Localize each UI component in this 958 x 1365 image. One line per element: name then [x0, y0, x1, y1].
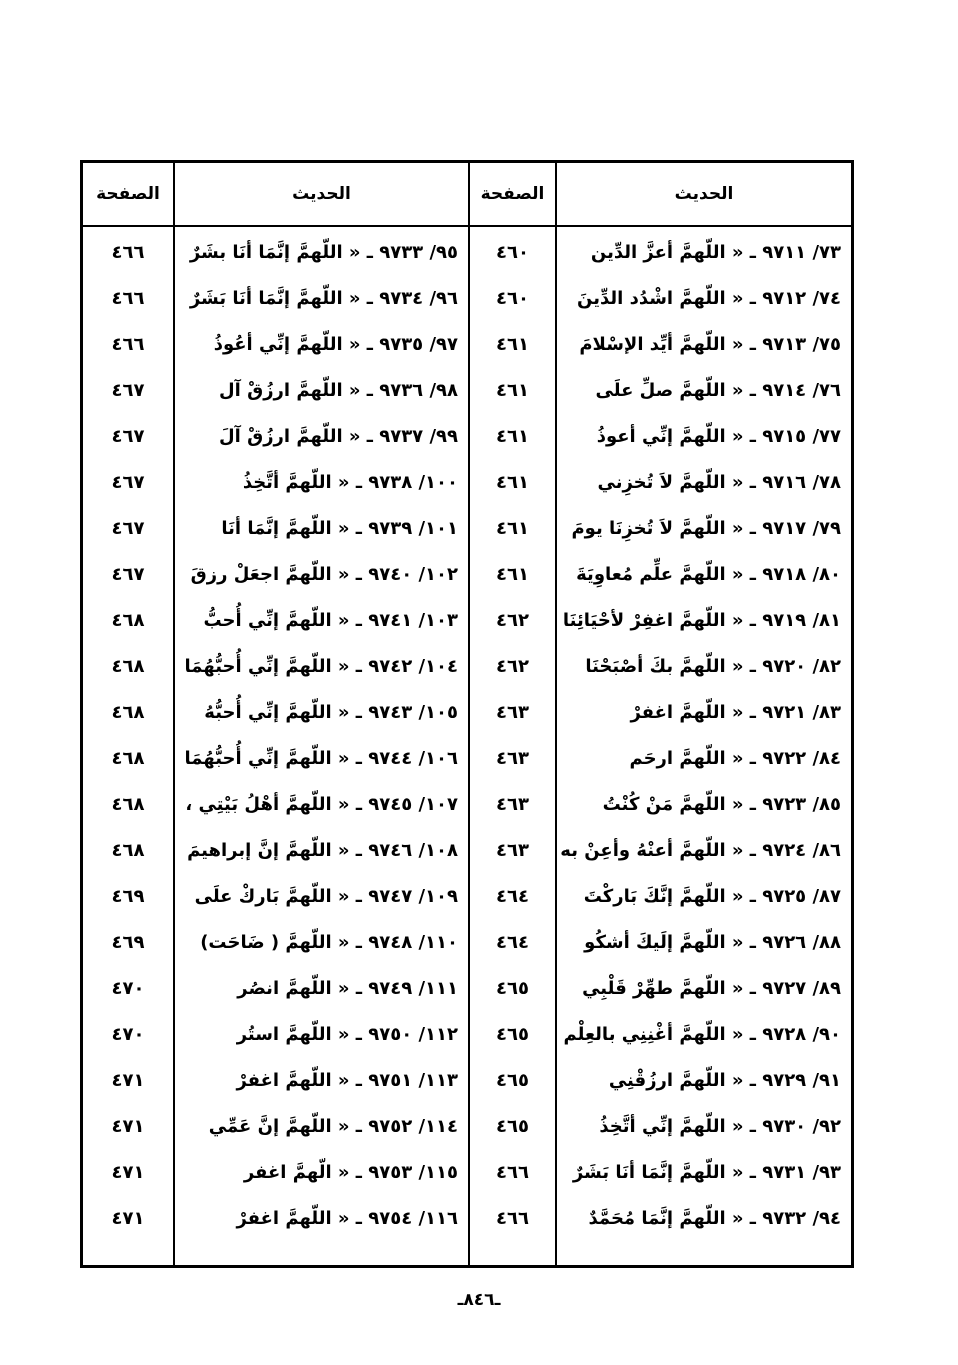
left-hadith-cell: ١١٠/ ٩٧٤٨ ـ « اللّهمَّ ( ضَاحَت)	[200, 931, 458, 953]
left-hadith-cell: ١٠٠/ ٩٧٣٨ ـ « اللّهمَّ أتَّخِذُ	[242, 471, 458, 493]
right-page-cell: ٤٦٠	[496, 287, 529, 309]
right-hadith-cell: ٨١/ ٩٧١٩ ـ « اللّهمَّ اغفِرْ لأحْيَائِنَا	[562, 609, 841, 631]
header-page-left: الصفحة	[96, 184, 160, 204]
table-row	[83, 781, 851, 827]
left-page-cell: ٤٧١	[111, 1069, 145, 1091]
right-page-cell: ٤٦٢	[496, 655, 529, 677]
right-page-cell: ٤٦٤	[496, 931, 529, 953]
table-row	[83, 827, 851, 873]
header-page-right: الصفحة	[480, 184, 545, 204]
right-page-cell: ٤٦١	[496, 379, 529, 401]
right-page-cell: ٤٦٥	[496, 1115, 529, 1137]
right-page-cell: ٤٦١	[496, 333, 529, 355]
index-table	[80, 160, 854, 1268]
header-hadith-left: الحديث	[292, 184, 351, 204]
left-page-cell: ٤٦٧	[111, 471, 145, 493]
table-row	[83, 1149, 851, 1195]
right-page-cell: ٤٦٦	[496, 1161, 529, 1183]
right-hadith-cell: ٩٣/ ٩٧٣١ ـ « اللّهمَّ إنَّمَا أنَا بَشَرٌ	[572, 1161, 841, 1183]
left-page-cell: ٤٦٨	[111, 609, 145, 631]
left-page-cell: ٤٦٦	[111, 287, 145, 309]
left-hadith-cell: ١١٤/ ٩٧٥٢ ـ « اللّهمَّ إنَّ عَمِّي	[208, 1115, 458, 1137]
left-hadith-cell: ١٠٩/ ٩٧٤٧ ـ « اللّهمَّ بَاركْ علَى	[194, 885, 458, 907]
header-hadith-right: الحديث	[674, 184, 734, 204]
left-page-cell: ٤٦٧	[111, 425, 145, 447]
right-page-cell: ٤٦٣	[496, 701, 529, 723]
left-page-cell: ٤٦٦	[111, 333, 145, 355]
table-row	[83, 689, 851, 735]
left-page-cell: ٤٦٩	[111, 885, 145, 907]
table-row	[83, 1103, 851, 1149]
right-page-cell: ٤٦١	[496, 471, 529, 493]
left-hadith-cell: ١١١/ ٩٧٤٩ ـ « اللّهمَّ انصُر	[237, 977, 458, 999]
table-row	[83, 1011, 851, 1057]
left-hadith-cell: ١٠٤/ ٩٧٤٢ ـ « اللّهمَّ إنِّي أُحبُّهُمَا	[184, 655, 458, 677]
left-page-cell: ٤٧١	[111, 1161, 145, 1183]
table-row	[83, 1057, 851, 1103]
right-hadith-cell: ٧٩/ ٩٧١٧ ـ « اللّهمَّ لاَ تُخزِنَا يومَ	[571, 517, 841, 539]
right-hadith-cell: ٨٥/ ٩٧٢٣ ـ « اللّهمَّ مَنْ كُنْتُ	[602, 793, 841, 815]
table-row	[83, 1195, 851, 1241]
table-row	[83, 367, 851, 413]
left-hadith-cell: ١٠٥/ ٩٧٤٣ ـ « اللّهمَّ إنِّي أُحبُّهُ	[204, 701, 458, 723]
right-page-cell: ٤٦١	[496, 517, 529, 539]
table-row	[83, 735, 851, 781]
header-divider	[83, 225, 851, 227]
left-hadith-cell: ١١٢/ ٩٧٥٠ ـ « اللّهمَّ استُر	[236, 1023, 458, 1045]
right-page-cell: ٤٦٣	[496, 747, 529, 769]
left-page-cell: ٤٦٧	[111, 517, 145, 539]
right-hadith-cell: ٩١/ ٩٧٢٩ ـ « اللّهمَّ ارزُقْنِي	[608, 1069, 841, 1091]
left-page-cell: ٤٦٨	[111, 793, 145, 815]
left-page-cell: ٤٦٧	[111, 563, 145, 585]
left-hadith-cell: ١٠٦/ ٩٧٤٤ ـ « اللّهمَّ إنِّي أُحبُّهُمَا	[184, 747, 458, 769]
table-row	[83, 505, 851, 551]
right-hadith-cell: ٧٦/ ٩٧١٤ ـ « اللّهمَّ صلِّ علَى	[595, 379, 841, 401]
right-page-cell: ٤٦٥	[496, 1023, 529, 1045]
table-row	[83, 413, 851, 459]
table-row	[83, 275, 851, 321]
right-page-cell: ٤٦٥	[496, 1069, 529, 1091]
left-hadith-cell: ١١٣/ ٩٧٥١ ـ « اللّهمَّ اغفرْ	[236, 1069, 458, 1091]
left-hadith-cell: ٩٦/ ٩٧٣٤ ـ « اللّهمَّ إنَّمَا أنَا بَشَرٌ	[189, 287, 458, 309]
table-row	[83, 459, 851, 505]
left-hadith-cell: ٩٩/ ٩٧٣٧ ـ « اللّهمَّ ارزُقْ آلَ	[219, 425, 458, 447]
right-hadith-cell: ٨٢/ ٩٧٢٠ ـ « اللّهمَّ بكَ أصْبَحْنَا	[585, 655, 841, 677]
right-hadith-cell: ٨٨/ ٩٧٢٦ ـ « اللّهمَّ إلَيكَ أشكُو	[584, 931, 841, 953]
right-page-cell: ٤٦٢	[496, 609, 529, 631]
right-hadith-cell: ٩٤/ ٩٧٣٢ ـ « اللّهمَّ إنَّمَا مُحَمَّدٌ	[588, 1207, 841, 1229]
right-hadith-cell: ٩٠/ ٩٧٢٨ ـ « اللّهمَّ أغْنِنِي بالعِلْم	[563, 1023, 841, 1045]
right-hadith-cell: ٨٩/ ٩٧٢٧ ـ « اللّهمَّ طهِّرْ قَلْبِي	[582, 977, 841, 999]
right-page-cell: ٤٦١	[496, 563, 529, 585]
right-hadith-cell: ٩٢/ ٩٧٣٠ ـ « اللّهمَّ إنِّي أتَّخِذُ	[599, 1115, 841, 1137]
left-hadith-cell: ١١٦/ ٩٧٥٤ ـ « اللّهمَّ اغفرْ	[236, 1207, 458, 1229]
left-page-cell: ٤٧٠	[111, 977, 145, 999]
right-hadith-cell: ٨٦/ ٩٧٢٤ ـ « اللّهمَّ أعنْهُ وأعِنْ به	[560, 839, 841, 861]
right-hadith-cell: ٧٥/ ٩٧١٣ ـ « اللّهمَّ أيِّد الإسْلامَ	[579, 333, 841, 355]
right-page-cell: ٤٦٣	[496, 839, 529, 861]
right-page-cell: ٤٦١	[496, 425, 529, 447]
left-page-cell: ٤٦٩	[111, 931, 145, 953]
left-page-cell: ٤٦٨	[111, 701, 145, 723]
left-hadith-cell: ١٠٢/ ٩٧٤٠ ـ « اللّهمَّ اجعَلْ رزقَ	[190, 563, 458, 585]
right-hadith-cell: ٨٠/ ٩٧١٨ ـ « اللّهمَّ علِّم مُعاوِيَةَ	[576, 563, 841, 585]
table-row	[83, 551, 851, 597]
left-hadith-cell: ١٠١/ ٩٧٣٩ ـ « اللّهمَّ إنَّمَا أنَا	[221, 517, 458, 539]
table-row	[83, 965, 851, 1011]
left-hadith-cell: ١٠٧/ ٩٧٤٥ ـ « اللّهمَّ أهْلُ بَيْتِي ،	[185, 793, 458, 815]
right-hadith-cell: ٨٤/ ٩٧٢٢ ـ « اللّهمَّ ارحَم	[629, 747, 841, 769]
left-page-cell: ٤٦٨	[111, 839, 145, 861]
page-number: ـ٨٤٦ـ	[457, 1290, 501, 1310]
right-hadith-cell: ٧٨/ ٩٧١٦ ـ « اللّهمَّ لاَ تُخزِني	[597, 471, 841, 493]
left-hadith-cell: ١١٥/ ٩٧٥٣ ـ « الّهمَّ اغفر	[243, 1161, 458, 1183]
right-hadith-cell: ٨٣/ ٩٧٢١ ـ « اللّهمَّ اغفرْ	[630, 701, 841, 723]
right-hadith-cell: ٧٤/ ٩٧١٢ ـ « اللّهمَّ اشْدُد الدِّينَ	[577, 287, 841, 309]
left-hadith-cell: ١٠٨/ ٩٧٤٦ ـ « اللّهمَّ إنَّ إبراهيمَ	[187, 839, 458, 861]
right-page-cell: ٤٦٥	[496, 977, 529, 999]
right-hadith-cell: ٧٣/ ٩٧١١ ـ « اللّهمَّ أعزَّ الدِّين	[590, 241, 841, 263]
left-page-cell: ٤٦٨	[111, 655, 145, 677]
left-page-cell: ٤٧٠	[111, 1023, 145, 1045]
right-page-cell: ٤٦٠	[496, 241, 529, 263]
left-page-cell: ٤٦٨	[111, 747, 145, 769]
left-page-cell: ٤٧١	[111, 1207, 145, 1229]
table-row	[83, 229, 851, 275]
right-page-cell: ٤٦٦	[496, 1207, 529, 1229]
table-row	[83, 919, 851, 965]
right-hadith-cell: ٨٧/ ٩٧٢٥ ـ « اللّهمَّ إنَّكَ بَاركْتَ	[583, 885, 841, 907]
left-hadith-cell: ٩٥/ ٩٧٣٣ ـ « اللّهمَّ إنَّمَا أنَا بشَرٌ	[189, 241, 458, 263]
right-page-cell: ٤٦٣	[496, 793, 529, 815]
left-hadith-cell: ١٠٣/ ٩٧٤١ ـ « اللّهمَّ إنِّي أُحبُّ	[203, 609, 458, 631]
table-row	[83, 643, 851, 689]
left-page-cell: ٤٧١	[111, 1115, 145, 1137]
left-page-cell: ٤٦٦	[111, 241, 145, 263]
left-hadith-cell: ٩٧/ ٩٧٣٥ ـ « اللّهمَّ إنِّي أعُوذُ	[213, 333, 458, 355]
left-page-cell: ٤٦٧	[111, 379, 145, 401]
table-row	[83, 321, 851, 367]
table-row	[83, 873, 851, 919]
table-row	[83, 597, 851, 643]
right-page-cell: ٤٦٤	[496, 885, 529, 907]
right-hadith-cell: ٧٧/ ٩٧١٥ ـ « اللّهمَّ إنِّي أعوذُ	[596, 425, 841, 447]
left-hadith-cell: ٩٨/ ٩٧٣٦ ـ « اللّهمَّ ارزُقْ آل	[219, 379, 458, 401]
